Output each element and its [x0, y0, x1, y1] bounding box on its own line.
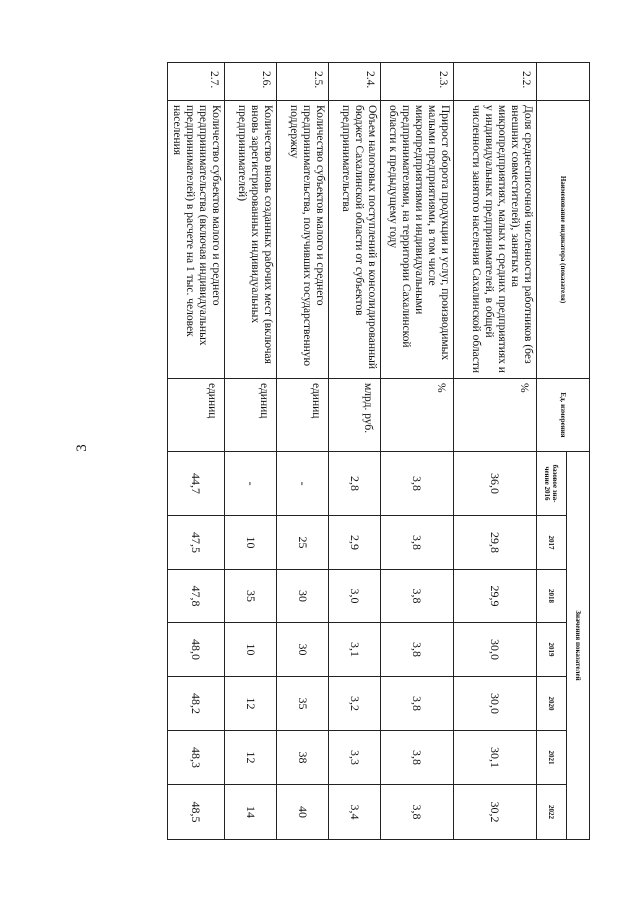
page-number: 3	[74, 444, 90, 452]
value-cell: 47,8	[168, 570, 225, 623]
value-cell: 14	[225, 785, 277, 840]
value-cell: 48,5	[168, 785, 225, 840]
table-row	[225, 63, 277, 840]
indicator-name: Количество вновь созданных рабочих мест (включая вновь зарегистрированных индивидуальных предпринимателей)	[225, 101, 277, 379]
unit-cell: единиц	[225, 379, 277, 452]
value-cell: 25	[277, 516, 329, 570]
unit-cell: единиц	[168, 379, 225, 452]
value-cell: 30,2	[454, 785, 537, 840]
row-number: 2.4.	[329, 63, 381, 101]
value-cell: -	[277, 452, 329, 516]
value-cell: 47,5	[168, 516, 225, 570]
value-cell: 2,8	[329, 452, 381, 516]
value-cell: 3,8	[381, 623, 454, 677]
value-cell: 30	[277, 623, 329, 677]
value-cell: 3,4	[329, 785, 381, 840]
header-year: 2022	[537, 785, 567, 840]
value-cell: 38	[277, 731, 329, 785]
table-row	[277, 63, 329, 840]
header-year: 2020	[537, 677, 567, 731]
unit-cell: единиц	[277, 379, 329, 452]
row-number: 2.5.	[277, 63, 329, 101]
value-cell: 36,0	[454, 452, 537, 516]
value-cell: 10	[225, 623, 277, 677]
value-cell: 3,8	[381, 731, 454, 785]
header-unit: Ед. измерения	[537, 379, 590, 452]
indicator-name: Количество субъектов малого и среднего предпринимательства, получивших государственную поддержку	[277, 101, 329, 379]
value-cell: 35	[277, 677, 329, 731]
row-number: 2.3.	[381, 63, 454, 101]
value-cell: 30,0	[454, 623, 537, 677]
value-cell: -	[225, 452, 277, 516]
unit-cell: %	[381, 379, 454, 452]
value-cell: 3,8	[381, 570, 454, 623]
indicator-name: Объем налоговых поступлений в консолидированный бюджет Сахалинской области от субъектов предпринимательства	[329, 101, 381, 379]
value-cell: 35	[225, 570, 277, 623]
rotated-table-container	[98, 62, 590, 839]
value-cell: 40	[277, 785, 329, 840]
header-values-group: Значения показателей	[567, 452, 590, 840]
table-row	[329, 63, 381, 840]
value-cell: 12	[225, 677, 277, 731]
indicators-table	[167, 62, 590, 840]
value-cell: 12	[225, 731, 277, 785]
value-cell: 3,8	[381, 677, 454, 731]
table-row	[454, 63, 537, 840]
value-cell: 44,7	[168, 452, 225, 516]
header-year: базовое зна- чение 2016	[537, 452, 567, 516]
indicator-name: Прирост оборота продукции и услуг, производимых малыми предприятиями, в том числе микропредприятиями и индивидуальными предпринимателями, на территории Сахалинской области к предыдущему году	[381, 101, 454, 379]
table-row	[381, 63, 454, 840]
table-row	[168, 63, 225, 840]
value-cell: 3,8	[381, 516, 454, 570]
value-cell: 29,9	[454, 570, 537, 623]
header-num-cell	[537, 63, 590, 101]
value-cell: 3,0	[329, 570, 381, 623]
row-number: 2.6.	[225, 63, 277, 101]
value-cell: 3,1	[329, 623, 381, 677]
indicator-name: Количество субъектов малого и среднего предпринимательства (включая индивидуальных предпринимателей) в расчете на 1 тыс. человек населения	[168, 101, 225, 379]
value-cell: 10	[225, 516, 277, 570]
unit-cell: %	[454, 379, 537, 452]
row-number: 2.7.	[168, 63, 225, 101]
row-number: 2.2.	[454, 63, 537, 101]
header-year: 2017	[537, 516, 567, 570]
value-cell: 48,2	[168, 677, 225, 731]
indicator-name: Доля среднесписочной численности работников (без внешних совместителей), занятых на микропредприятиях, малых и средних предприятиях и у индивидуальных предпринимателей, в общей численности занятого населения Сахалинской области	[454, 101, 537, 379]
value-cell: 48,3	[168, 731, 225, 785]
value-cell: 30	[277, 570, 329, 623]
unit-cell: млрд. руб.	[329, 379, 381, 452]
header-year: 2021	[537, 731, 567, 785]
value-cell: 29,8	[454, 516, 537, 570]
value-cell: 30,1	[454, 731, 537, 785]
value-cell: 3,3	[329, 731, 381, 785]
value-cell: 3,2	[329, 677, 381, 731]
value-cell: 48,0	[168, 623, 225, 677]
header-indicator-name: Наименование индикатора (показателя)	[537, 101, 590, 379]
value-cell: 3,8	[381, 452, 454, 516]
header-year: 2019	[537, 623, 567, 677]
header-year: 2018	[537, 570, 567, 623]
value-cell: 30,0	[454, 677, 537, 731]
value-cell: 3,8	[381, 785, 454, 840]
value-cell: 2,9	[329, 516, 381, 570]
